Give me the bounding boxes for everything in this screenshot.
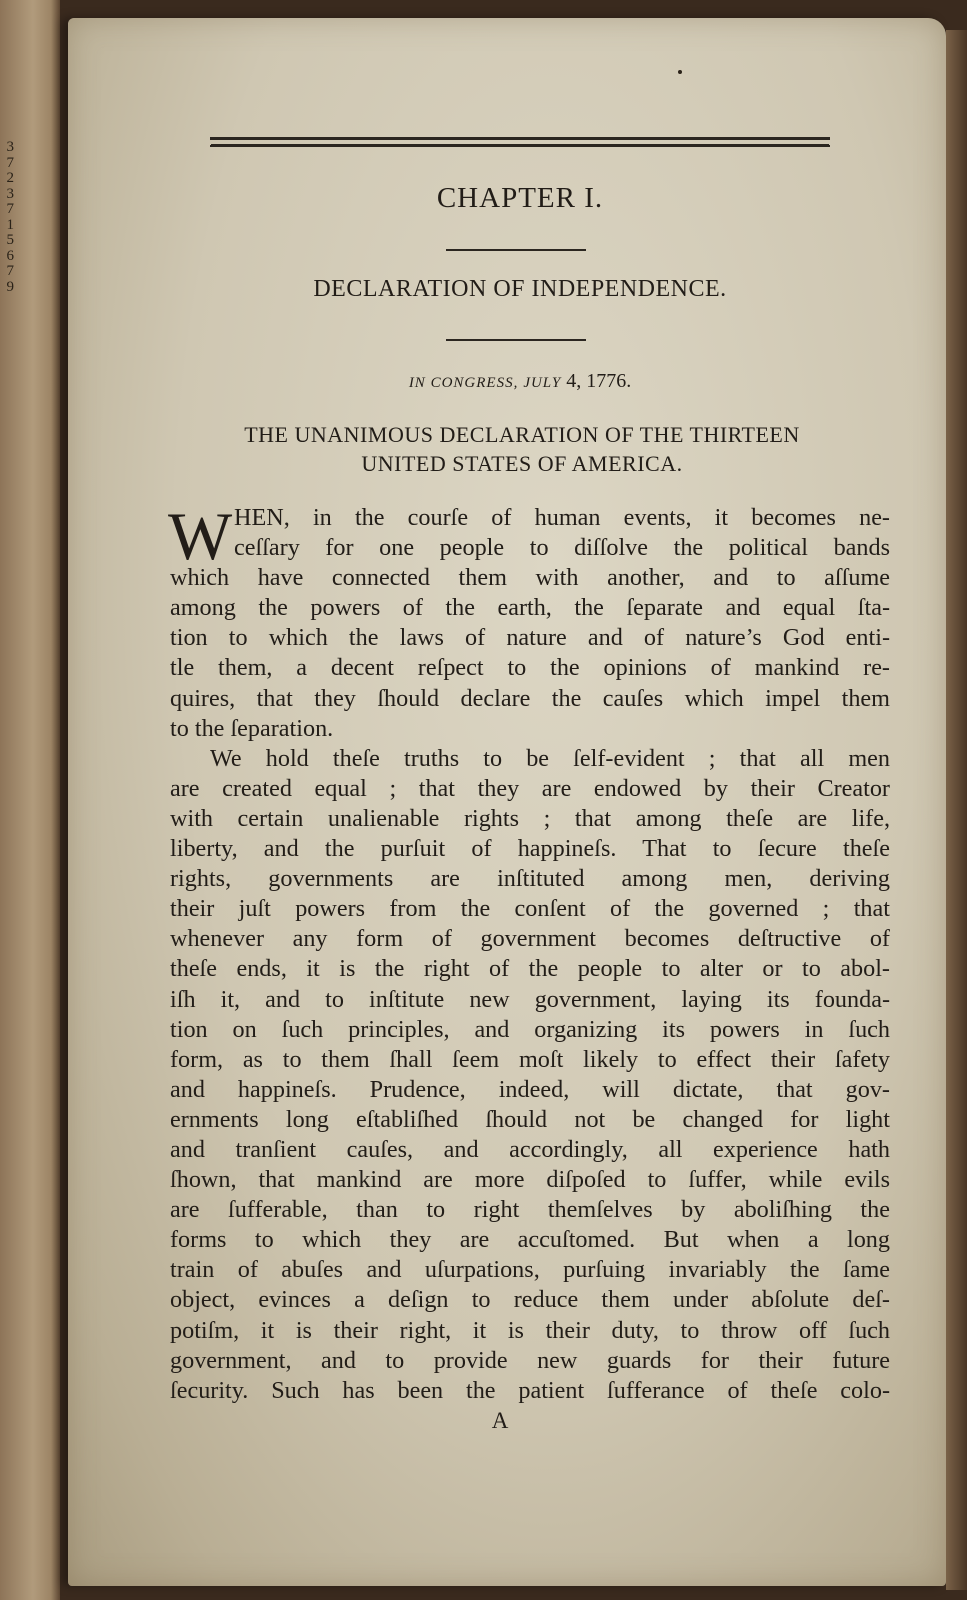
text-line: and tranſient cauſes, and accordingly, all experience hath [170, 1135, 890, 1163]
text-line: ſecurity. Such has been the patient ſufferance of theſe colo- [170, 1376, 890, 1404]
text-line: with certain unalienable rights ; that among theſe are life, [170, 804, 890, 832]
text-line: and happineſs. Prudence, indeed, will dictate, that gov- [170, 1075, 890, 1103]
text-line: theſe ends, it is the right of the people to alter or to abol- [170, 955, 890, 983]
margin-number: 7 [6, 201, 14, 217]
dateline-prefix: IN CONGRESS, [408, 375, 519, 391]
text-line: potiſm, it is their right, it is their duty, to throw off ſuch [170, 1316, 890, 1344]
margin-number: 9 [6, 278, 14, 295]
text-line: forms to which they are accuſtomed. But when a long [170, 1226, 890, 1254]
chapter-divider [446, 249, 586, 251]
text-line: among the powers of the earth, the ſeparate and equal ſta- [170, 594, 890, 622]
text-line: tion on ſuch principles, and organizing its powers in ſuch [170, 1015, 890, 1043]
text-line: tion to which the laws of nature and of nature’s God enti- [170, 624, 890, 652]
text-line: ſhown, that mankind are more diſpoſed to ſuffer, while evils [170, 1166, 890, 1194]
margin-number: 5 [6, 232, 14, 248]
text-line: quires, that they ſhould declare the cauſes which impel them [170, 684, 890, 712]
chapter-heading: CHAPTER I. [436, 182, 604, 214]
ink-speck [678, 70, 682, 74]
text-line: train of abuſes and uſurpations, purſuing invariably the ſame [170, 1256, 890, 1284]
facing-page-edge [0, 0, 60, 1600]
text-line: iſh it, and to inſtitute new government, laying its founda- [170, 985, 890, 1013]
text-line: are ſufferable, than to right themſelves by aboliſhing the [170, 1196, 890, 1224]
dateline-date: 4, 1776. [566, 370, 632, 392]
text-line: ernments long eſtabliſhed ſhould not be changed for light [170, 1105, 890, 1133]
text-line: whenever any form of government becomes deſtructive of [170, 925, 890, 953]
subtitle-line: UNITED STATES OF AMERICA. [361, 451, 683, 476]
text-line: object, evinces a deſign to reduce them under abſolute deſ- [170, 1286, 890, 1314]
text-line: We hold theſe truths to be ſelf-evident ; that all men [210, 744, 890, 772]
margin-number: 3 [6, 185, 14, 202]
header-rule [210, 137, 830, 140]
text-line: their juſt powers from the conſent of the governed ; that [170, 895, 890, 923]
text-line: ceſſary for one people to diſſolve the political bands [234, 534, 890, 562]
text-line: which have connected them with another, and to aſſume [170, 564, 890, 592]
text-line: HEN, in the courſe of human events, it becomes ne- [234, 504, 890, 531]
margin-number: 6 [6, 247, 14, 264]
subtitle [162, 420, 882, 478]
page-edge-shadow [946, 30, 967, 1590]
text-line: government, and to provide new guards for their future [170, 1346, 890, 1374]
text-line: to the ſeparation. [170, 714, 334, 742]
margin-numbers [0, 140, 14, 295]
margin-number: 7 [6, 154, 14, 171]
subtitle-line: THE UNANIMOUS DECLARATION OF THE THIRTEEN [244, 422, 800, 447]
text-line: rights, governments are inſtituted among men, deriving [170, 865, 890, 893]
signature-mark: A [491, 1408, 509, 1433]
margin-number: 3 [6, 139, 14, 155]
margin-number: 2 [6, 170, 14, 186]
text-line: tle them, a decent reſpect to the opinions of mankind re- [170, 654, 890, 682]
drop-cap: W [168, 498, 233, 574]
margin-number: 7 [6, 263, 14, 279]
text-line: liberty, and the purſuit of happineſs. That to ſecure theſe [170, 835, 890, 863]
text-line: are created equal ; that they are endowed by their Creator [170, 774, 890, 802]
dateline-month: JULY [523, 375, 562, 391]
text-line: form, as to them ſhall ſeem moſt likely to effect their ſafety [170, 1045, 890, 1073]
dateline [0, 370, 967, 393]
header-rule-secondary [210, 145, 830, 147]
section-title: DECLARATION OF INDEPENDENCE. [313, 276, 727, 302]
declaration-body [168, 498, 890, 1406]
margin-number: 1 [6, 216, 14, 233]
title-divider [446, 339, 586, 341]
